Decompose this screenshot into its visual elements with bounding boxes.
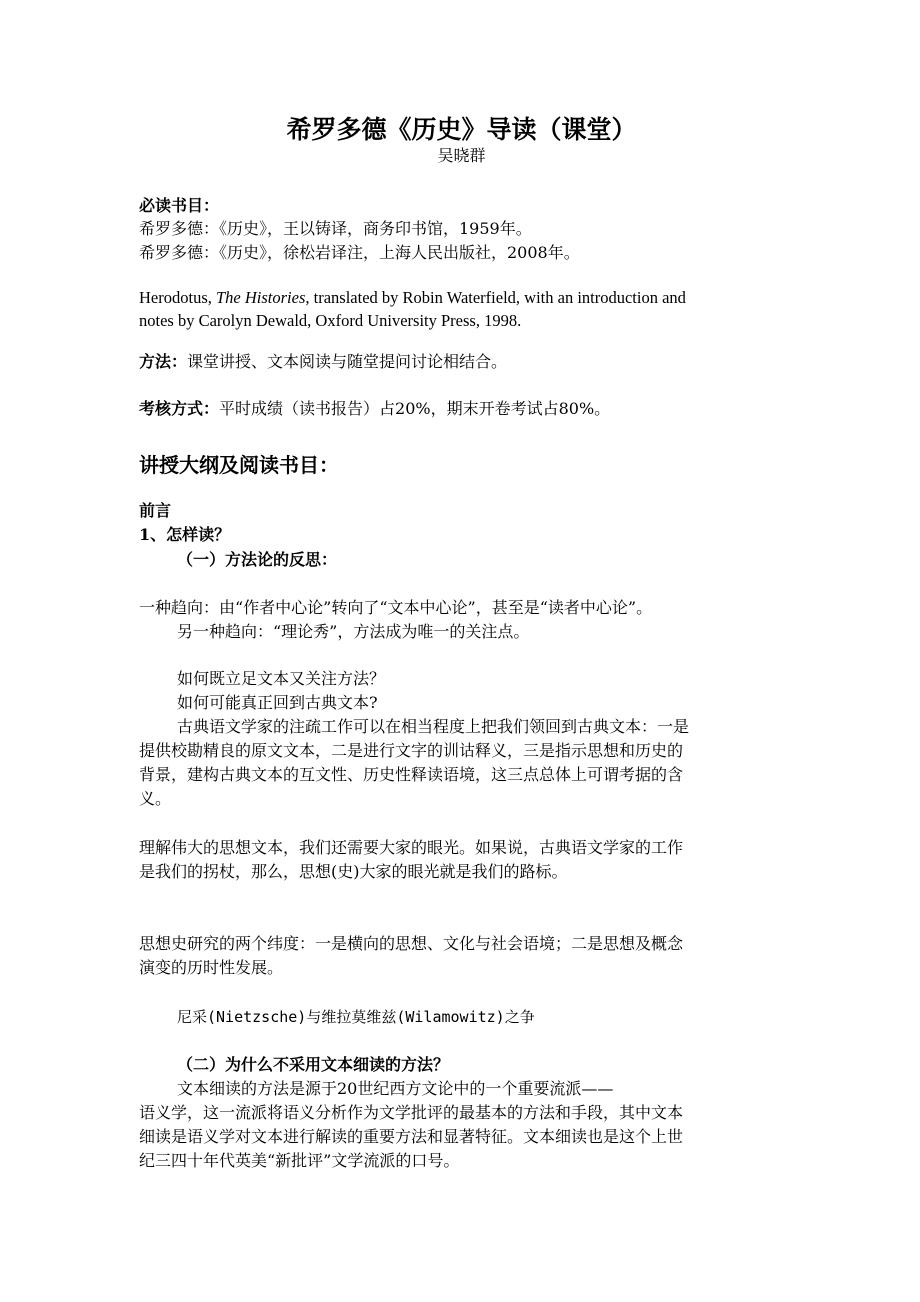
question-line: 如何既立足文本又关注方法？ [177, 669, 386, 688]
required-reading-heading: 必读书目： [139, 196, 220, 215]
question-line: 如何可能真正回到古典文本? [177, 693, 378, 712]
paragraph-line: 古典语文学家的注疏工作可以在相当程度上把我们领回到古典文本：一是 [177, 717, 690, 736]
section-heading: 1、怎样读？ [139, 525, 231, 544]
paragraph-line: 提供校勘精良的原文文本，二是进行文字的训诂释义，三是指示思想和历史的 [139, 741, 684, 760]
outline-heading: 讲授大纲及阅读书目： [139, 453, 339, 477]
subsection-heading: （二）为什么不采用文本细读的方法？ [177, 1055, 450, 1074]
paragraph-line: 背景，建构古典文本的互文性、历史性释读语境，这三点总体上可谓考据的含 [139, 765, 684, 784]
preface-heading: 前言 [139, 501, 172, 520]
paragraph-line: 另一种趋向：“理论秀”，方法成为唯一的关注点。 [177, 622, 530, 641]
assessment-line: 考核方式：平时成绩（读书报告）占20%，期末开卷考试占80%。 [139, 399, 611, 418]
paragraph-line: 尼采(Nietzsche)与维拉莫维兹(Wilamowitz)之争 [177, 1008, 535, 1026]
paragraph-line: 演变的历时性发展。 [139, 958, 284, 977]
method-line: 方法：课堂讲授、文本阅读与随堂提问讨论相结合。 [139, 352, 508, 371]
english-reference-line: notes by Carolyn Dewald, Oxford University Press, 1998. [139, 311, 522, 330]
english-reference-line: Herodotus, The Histories, translated by Robin Waterfield, with an introduction and [139, 288, 686, 307]
document-title: 希罗多德《历史》导读（课堂） [286, 115, 637, 144]
paragraph-line: 语义学，这一流派将语义分析作为文学批评的最基本的方法和手段，其中文本 [139, 1103, 684, 1122]
paragraph-line: 一种趋向：由“作者中心论”转向了“文本中心论”，甚至是“读者中心论”。 [139, 598, 653, 617]
paragraph-line: 义。 [139, 789, 172, 808]
paragraph-line: 细读是语义学对文本进行解读的重要方法和显著特征。文本细读也是这个上世 [139, 1127, 684, 1146]
reading-item: 希罗多德：《历史》，王以铸译，商务印书馆，1959年。 [139, 219, 532, 238]
paragraph-line: 是我们的拐杖，那么，思想(史)大家的眼光就是我们的路标。 [139, 862, 568, 881]
author-name: 吴晓群 [437, 146, 486, 165]
paragraph-line: 纪三四十年代英美“新批评”文学流派的口号。 [139, 1151, 460, 1170]
paragraph-line: 理解伟大的思想文本，我们还需要大家的眼光。如果说，古典语文学家的工作 [139, 838, 684, 857]
reading-item: 希罗多德：《历史》，徐松岩译注，上海人民出版社，2008年。 [139, 243, 580, 262]
paragraph-line: 文本细读的方法是源于20世纪西方文论中的一个重要流派—— [177, 1079, 614, 1098]
paragraph-line: 思想史研究的两个纬度：一是横向的思想、文化与社会语境；二是思想及概念 [139, 934, 684, 953]
subsection-heading: （一）方法论的反思： [177, 550, 338, 569]
